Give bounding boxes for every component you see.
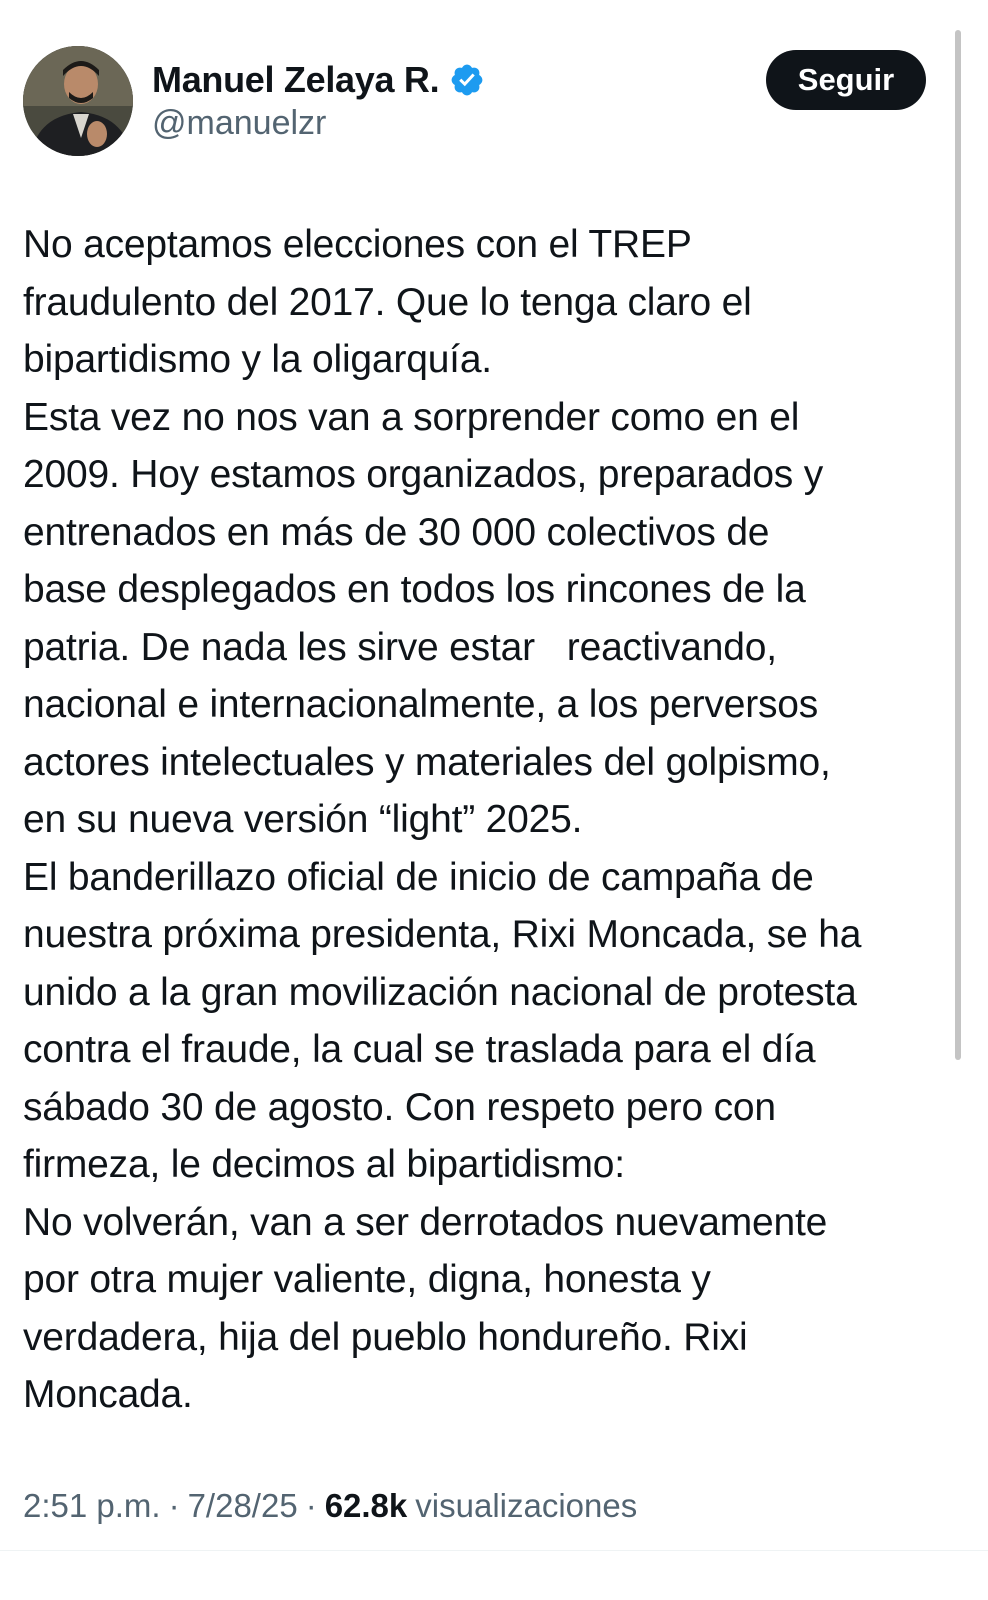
tweet-line: patria. De nada les sirve estar reactivando,: [23, 625, 777, 669]
scrollbar[interactable]: [955, 30, 961, 1060]
author-display-name[interactable]: Manuel Zelaya R.: [152, 59, 440, 100]
avatar-photo: [23, 46, 133, 156]
verified-badge-icon: [449, 62, 485, 98]
tweet-line: No volverán, van a ser derrotados nuevamente: [23, 1200, 828, 1244]
tweet-line: nuestra próxima presidenta, Rixi Moncada, se ha: [23, 913, 862, 956]
divider: [0, 1550, 988, 1551]
views-count[interactable]: 62.8k: [324, 1487, 408, 1524]
follow-button[interactable]: Seguir: [766, 50, 926, 110]
author-name-row[interactable]: [152, 56, 485, 104]
tweet-line: fraudulento del 2017. Que lo tenga claro el: [23, 280, 752, 324]
tweet-line: contra el fraude, la cual se traslada para el día: [23, 1028, 816, 1071]
tweet-time[interactable]: 2:51 p.m.: [23, 1487, 161, 1524]
tweet-line: unido a la gran movilización nacional de protesta: [23, 970, 857, 1014]
tweet-line: Esta vez no nos van a sorprender como en el: [23, 395, 800, 439]
tweet-line: nacional e internacionalmente, a los perversos: [23, 683, 819, 726]
tweet-line: por otra mujer valiente, digna, honesta y: [23, 1258, 711, 1301]
tweet-text: [23, 216, 953, 1424]
tweet-line: No aceptamos elecciones con el TREP: [23, 223, 692, 266]
tweet-date[interactable]: 7/28/25: [187, 1487, 298, 1524]
tweet-line: base desplegados en todos los rincones de la: [23, 568, 806, 611]
meta-separator: ·: [305, 1487, 317, 1524]
tweet-meta: [23, 1480, 637, 1532]
tweet-line: 2009. Hoy estamos organizados, preparados y: [23, 453, 824, 496]
tweet-line: sábado 30 de agosto. Con respeto pero con: [23, 1085, 776, 1129]
meta-separator: ·: [168, 1487, 180, 1524]
tweet-line: El banderillazo oficial de inicio de campaña de: [23, 855, 814, 899]
tweet-line: verdadera, hija del pueblo hondureño. Rixi: [23, 1315, 748, 1359]
tweet-line: en su nueva versión “light” 2025.: [23, 798, 583, 841]
tweet-line: bipartidismo y la oligarquía.: [23, 338, 492, 381]
author-handle[interactable]: @manuelzr: [152, 104, 327, 142]
tweet-line: firmeza, le decimos al bipartidismo:: [23, 1143, 625, 1186]
views-label[interactable]: visualizaciones: [415, 1487, 638, 1524]
tweet-line: entrenados en más de 30 000 colectivos de: [23, 510, 770, 554]
avatar[interactable]: [23, 46, 133, 156]
tweet-line: Moncada.: [23, 1373, 193, 1416]
tweet-line: actores intelectuales y materiales del golpismo,: [23, 740, 831, 784]
